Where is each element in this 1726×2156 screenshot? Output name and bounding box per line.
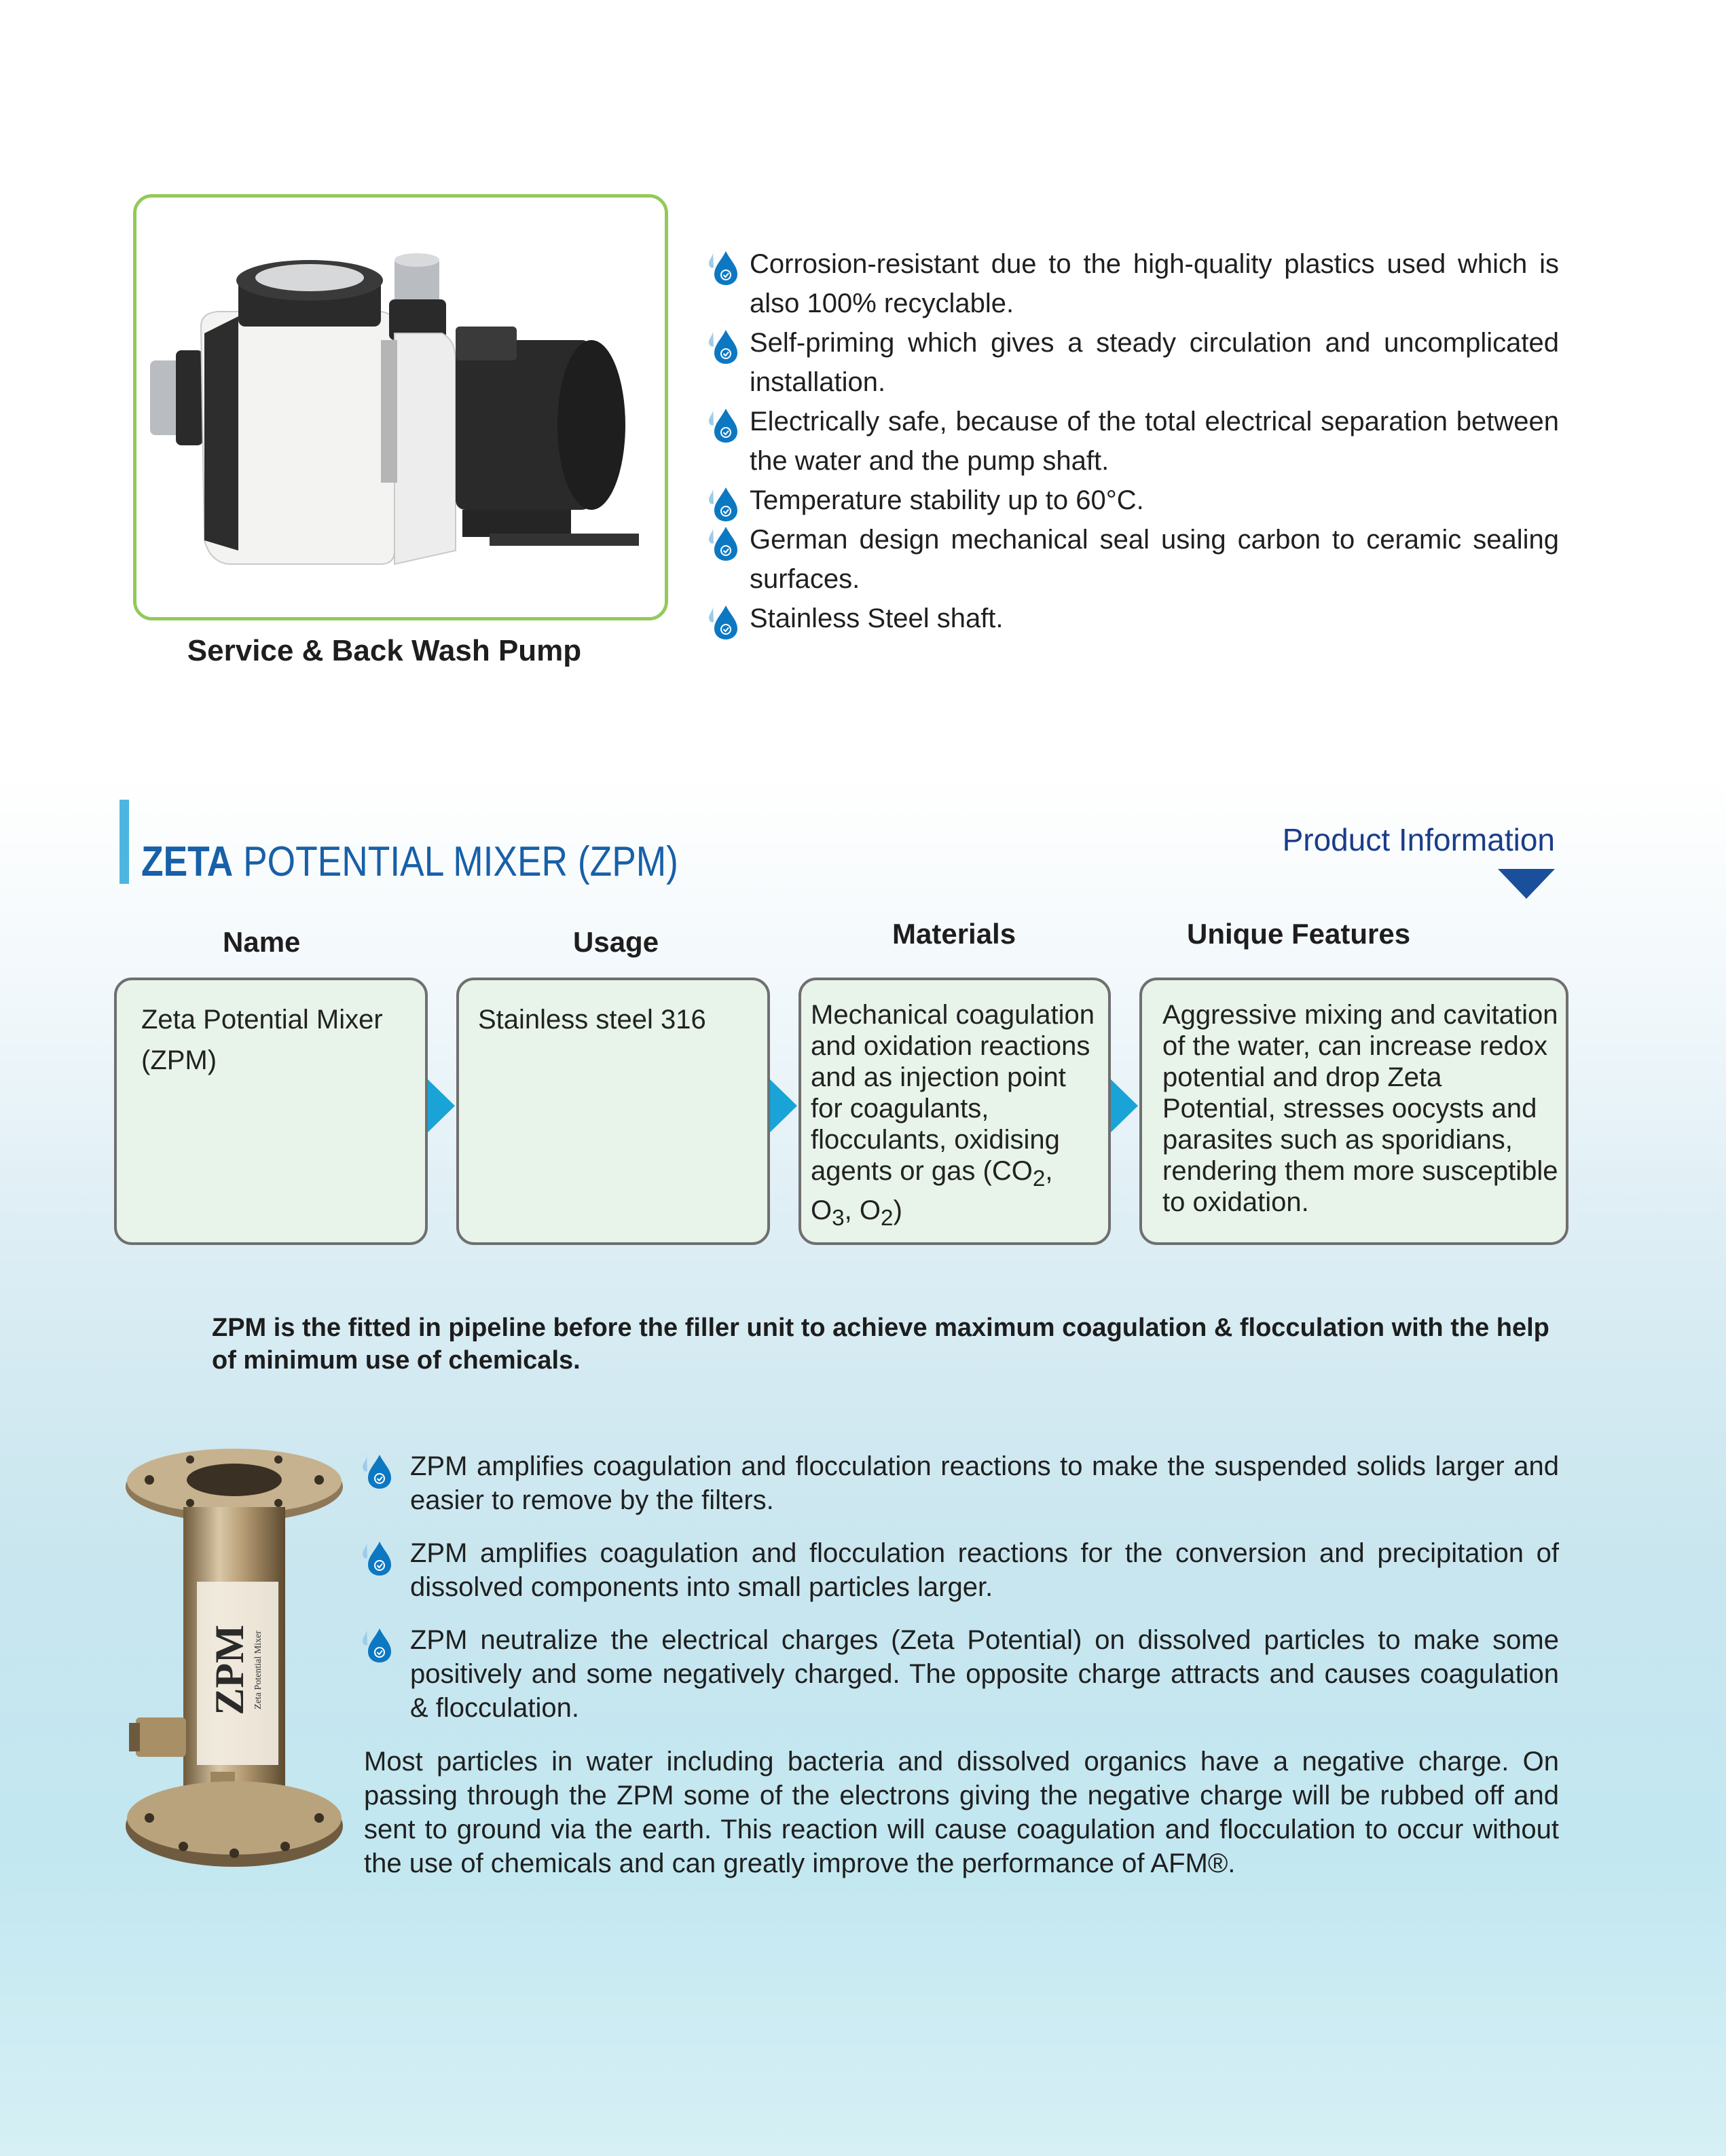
pump-image	[136, 198, 665, 617]
feature-text: Electrically safe, because of the total electrical separation between the water and the pump shaft.	[750, 407, 1559, 476]
zpm-feature-list	[360, 1449, 1559, 1744]
list-item	[360, 1536, 1559, 1604]
zpm-note: ZPM is the fitted in pipeline before the filler unit to achieve maximum coagulation & flocculation with the help of minimum use of chemicals.	[212, 1314, 1549, 1375]
header-unique-features: Unique Features	[1187, 918, 1411, 950]
name-cell	[114, 978, 428, 1245]
chevron-right-icon	[770, 1079, 797, 1132]
water-drop-check-icon	[706, 326, 740, 365]
feature-text: Temperature stability up to 60°C.	[750, 485, 1144, 515]
list-item	[706, 481, 1559, 520]
water-drop-check-icon	[360, 1451, 394, 1490]
name-text: Zeta Potential Mixer (ZPM)	[141, 1005, 383, 1075]
section-title-rest: POTENTIAL MIXER (ZPM)	[233, 838, 678, 885]
unique-features-cell	[1139, 978, 1568, 1245]
feature-text: Self-priming which gives a steady circulation and uncomplicated installation.	[750, 328, 1559, 397]
zpm-device-image	[122, 1446, 346, 1880]
feature-text: ZPM amplifies coagulation and flocculation reactions to make the suspended solids larger and easier to remove by the filters.	[410, 1451, 1559, 1515]
usage-cell	[456, 978, 770, 1245]
feature-text: Stainless Steel shaft.	[750, 603, 1004, 633]
list-item	[706, 244, 1559, 323]
zpm-device-label: ZPM	[207, 1624, 252, 1715]
feature-text: ZPM neutralize the electrical charges (Zeta Potential) on dissolved particles to make some positively and some negatively charged. The opposite charge attracts and causes coagulation & flocculation.	[410, 1625, 1559, 1723]
list-item	[360, 1449, 1559, 1517]
header-usage: Usage	[573, 926, 659, 958]
water-drop-check-icon	[360, 1538, 394, 1577]
list-item	[706, 323, 1559, 402]
section-title-bold: ZETA	[141, 838, 234, 885]
usage-text: Stainless steel 316	[478, 1005, 706, 1035]
list-item	[706, 402, 1559, 481]
feature-text: German design mechanical seal using carbon to ceramic sealing surfaces.	[750, 525, 1559, 594]
materials-text: Mechanical coagulation and oxidation reactions and as injection point for coagulants, flocculants, oxidising agents or gas ($CO_2$, $O_3$, $O_2$)	[811, 1000, 1095, 1231]
pump-feature-list	[706, 244, 1559, 638]
header-name: Name	[223, 926, 301, 958]
water-drop-check-icon	[706, 405, 740, 444]
list-item	[706, 599, 1559, 638]
water-drop-check-icon	[706, 247, 740, 286]
water-drop-check-icon	[706, 601, 740, 641]
pump-caption: Service & Back Wash Pump	[187, 634, 582, 667]
chevron-right-icon	[428, 1079, 455, 1132]
pump-image-frame	[133, 194, 668, 620]
feature-text: ZPM amplifies coagulation and flocculation reactions for the conversion and precipitation of dissolved components into small particles larger.	[410, 1538, 1559, 1602]
list-item	[706, 520, 1559, 599]
section-title	[141, 838, 678, 886]
unique-features-text: Aggressive mixing and cavitation of the water, can increase redox potential and drop Zeta Potential, stresses oocysts and parasites such as sporidians, rendering them more susceptible to oxidation.	[1162, 1000, 1558, 1217]
materials-cell	[798, 978, 1111, 1245]
zpm-description-paragraph: Most particles in water including bacteria and dissolved organics have a negative charge. On passing through the ZPM some of the electrons giving the negative charge will be rubbed off and sent to ground via the earth. This reaction will cause coagulation and flocculation to occur without the use of chemicals and can greatly improve the performance of AFM®.	[364, 1747, 1559, 1878]
title-accent-bar	[120, 800, 129, 884]
header-materials: Materials	[892, 918, 1016, 950]
triangle-down-icon	[1498, 869, 1555, 899]
feature-text: Corrosion-resistant due to the high-quality plastics used which is also 100% recyclable.	[750, 249, 1559, 318]
water-drop-check-icon	[706, 483, 740, 523]
zpm-device-sublabel: Zeta Potential Mixer	[253, 1631, 263, 1709]
water-drop-check-icon	[706, 523, 740, 562]
chevron-right-icon	[1111, 1079, 1138, 1132]
water-drop-check-icon	[360, 1624, 394, 1664]
list-item	[360, 1623, 1559, 1725]
product-information-label: Product Information	[1282, 822, 1555, 857]
